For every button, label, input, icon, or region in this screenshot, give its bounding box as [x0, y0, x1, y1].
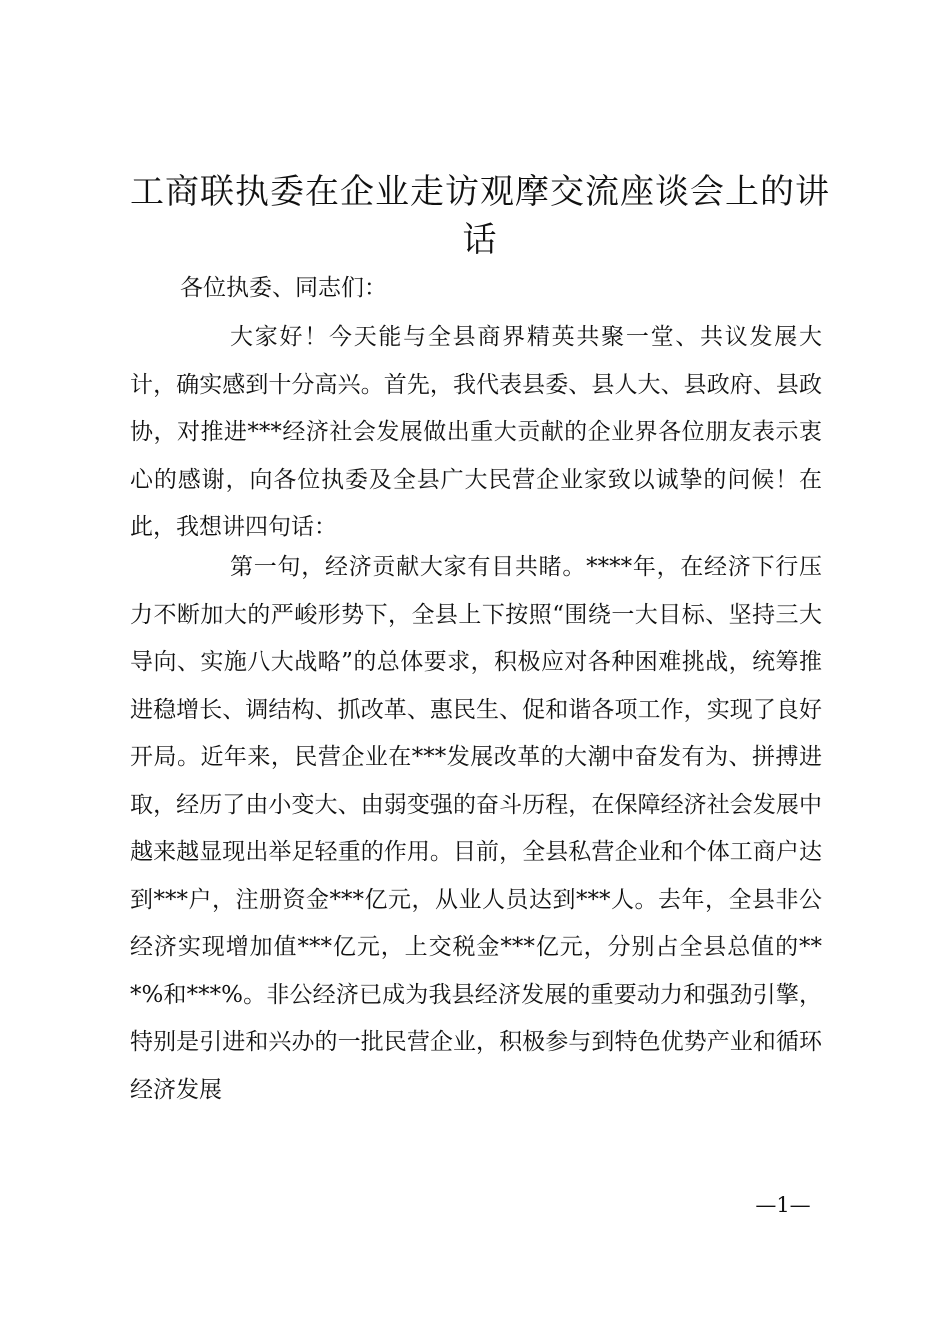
salutation: 各位执委、同志们：	[180, 275, 387, 301]
paragraph-economic-contribution: 第一句，经济贡献大家有目共睹。****年，在经济下行压力不断加大的严峻形势下，全县上下按照“围绕一大目标、坚持三大导向、实施八大战略”的总体要求，积极应对各种困难挑战，统筹推进稳增长、调结构、抓改革、惠民生、促和谐各项工作，实现了良好开局。近年来，民营企业在***发展改革的大潮中奋发有为、拼搏进取，经历了由小变大、由弱变强的奋斗历程，在保障经济社会发展中越来越显现出举足轻重的作用。目前，全县私营企业和个体工商户达到***户，注册资金***亿元，从业人员达到***人。去年，全县非公经济实现增加值***亿元，上交税金***亿元，分别占全县总值的***%和***%。非公经济已成为我县经济发展的重要动力和强劲引擎，特别是引进和兴办的一批民营企业，积极参与到特色优势产业和循环经济发展	[130, 554, 822, 1103]
page-number: —1—	[755, 1193, 811, 1217]
paragraph-greeting: 大家好！今天能与全县商界精英共聚一堂、共议发展大计，确实感到十分高兴。首先，我代表县委、县人大、县政府、县政协，对推进***经济社会发展做出重大贡献的企业界各位朋友表示衷心的感谢，向各位执委及全县广大民营企业家致以诚挚的问候！在此，我想讲四句话：	[130, 324, 822, 540]
document-title: 工商联执委在企业走访观摩交流座谈会上的讲话	[130, 172, 830, 260]
